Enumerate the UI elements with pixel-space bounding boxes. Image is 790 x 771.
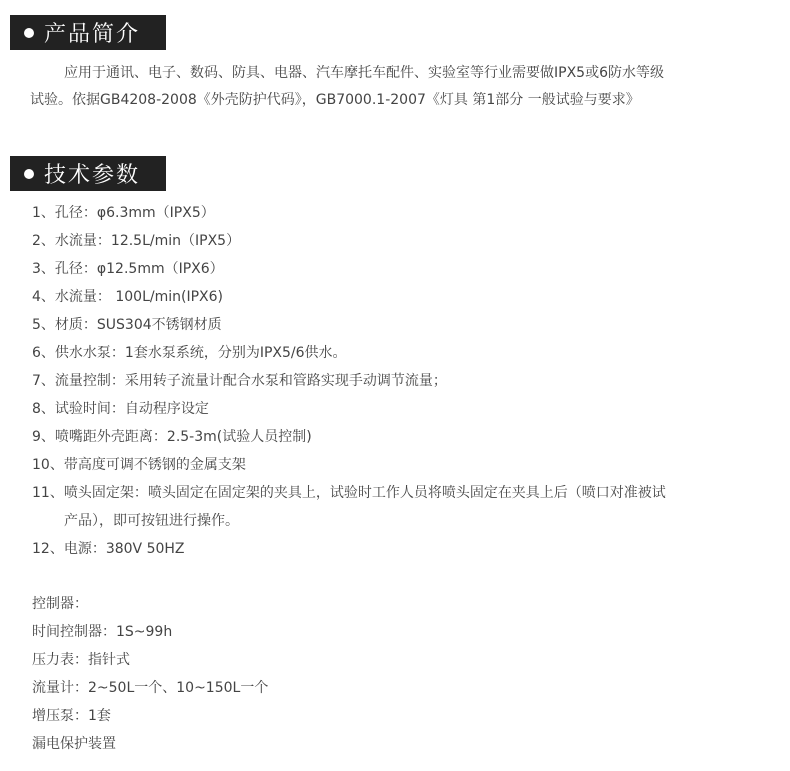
param-item: 9、喷嘴距外壳距离：2.5-3m(试验人员控制) (32, 429, 312, 445)
extras-item: 漏电保护装置 (32, 736, 116, 752)
param-item: 8、试验时间：自动程序设定 (32, 401, 209, 417)
extras-item: 压力表：指针式 (32, 652, 130, 668)
extras-item: 控制器： (32, 596, 88, 612)
section-header-params (10, 156, 166, 191)
param-item: 11、喷头固定架：喷头固定在固定架的夹具上，试验时工作人员将喷头固定在夹具上后（喷口对准被试 (32, 485, 666, 501)
bullet-icon (24, 28, 34, 38)
section-header-intro (10, 15, 166, 50)
param-item: 5、材质：SUS304不锈钢材质 (32, 317, 222, 333)
bullet-icon (24, 169, 34, 179)
param-item: 4、水流量： 100L/min(IPX6) (32, 289, 223, 305)
param-item: 3、孔径：φ12.5mm（IPX6） (32, 261, 224, 277)
param-item: 10、带高度可调不锈钢的金属支架 (32, 457, 246, 473)
params-list (32, 199, 772, 563)
intro-line-1: 应用于通讯、电子、数码、防具、电器、汽车摩托车配件、实验室等行业需要做IPX5或6防水等级 (64, 65, 664, 81)
extras-item: 时间控制器：1S~99h (32, 624, 173, 640)
intro-text (30, 60, 760, 114)
intro-line-2: 试验。依据GB4208-2008《外壳防护代码》，GB7000.1-2007《灯具 第1部分 一般试验与要求》 (30, 92, 640, 108)
param-item: 7、流量控制：采用转子流量计配合水泵和管路实现手动调节流量； (32, 373, 447, 389)
param-item: 12、电源：380V 50HZ (32, 541, 185, 557)
param-item: 1、孔径：φ6.3mm（IPX5） (32, 205, 215, 221)
section-title-intro: 产品简介 (44, 22, 141, 47)
param-item-continuation: 产品），即可按钮进行操作。 (64, 513, 239, 529)
extras-item: 增压泵：1套 (32, 708, 111, 724)
intro-paragraph (30, 60, 760, 114)
param-item: 2、水流量：12.5L/min（IPX5） (32, 233, 241, 249)
param-item: 6、供水水泵：1套水泵系统，分别为IPX5/6供水。 (32, 345, 347, 361)
extras-item: 流量计：2~50L一个、10~150L一个 (32, 680, 269, 696)
extras-list (32, 590, 268, 758)
section-title-params: 技术参数 (44, 163, 141, 188)
